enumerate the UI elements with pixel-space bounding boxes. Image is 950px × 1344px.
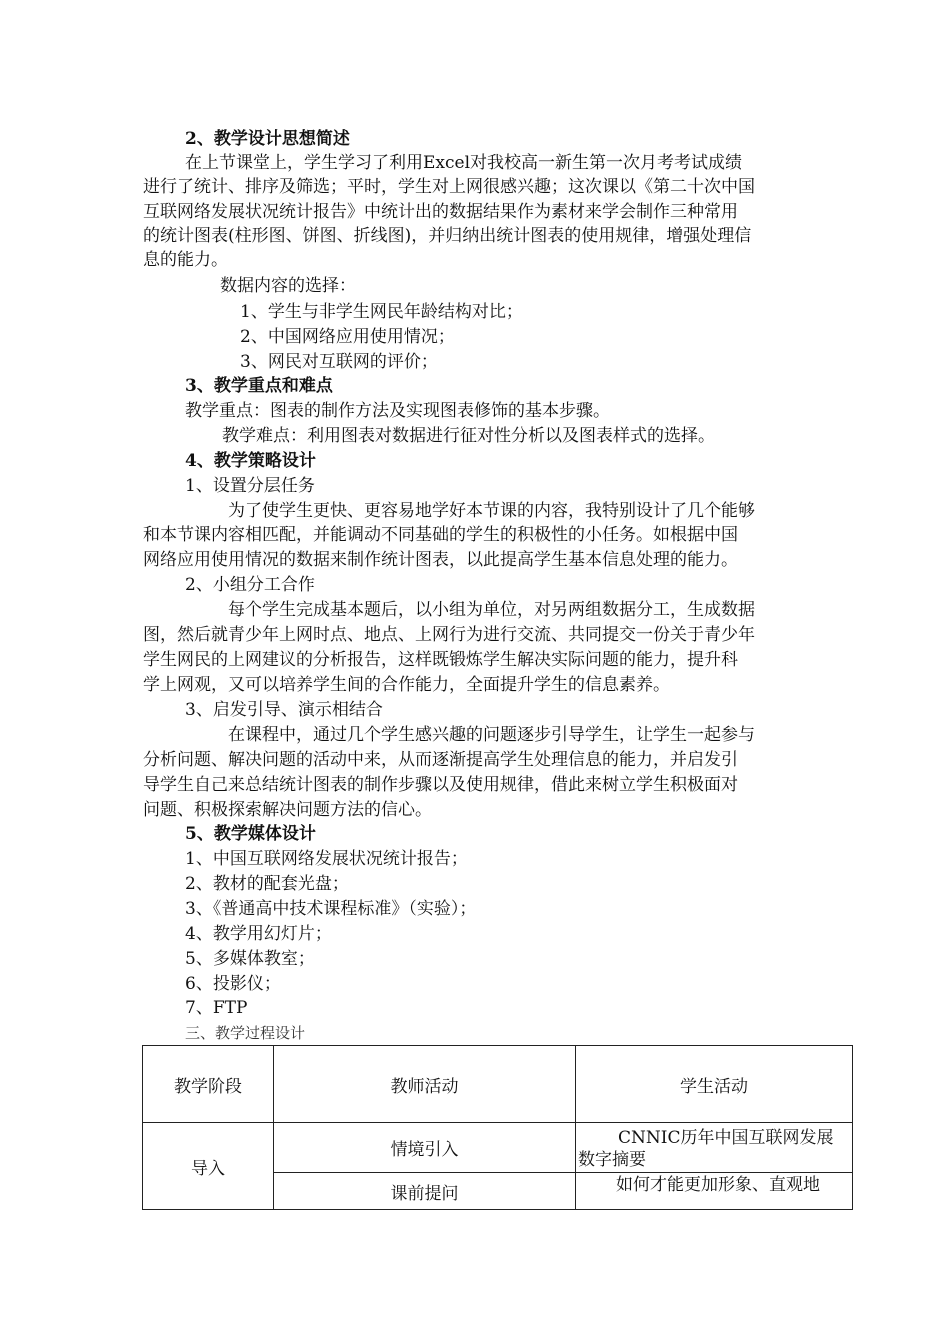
subsection-title: 2、小组分工合作: [185, 575, 315, 595]
table-student-cell: CNNIC历年中国互联网发展: [618, 1128, 834, 1148]
section2-para-line: 息的能力。: [143, 250, 228, 270]
subsection-line: 为了使学生更快、更容易地学好本节课的内容，我特别设计了几个能够: [228, 501, 755, 521]
media-item: 2、教材的配套光盘；: [185, 874, 349, 894]
table-header: 教师活动: [390, 1076, 459, 1097]
process-table: [142, 1045, 853, 1210]
media-item: 6、投影仪；: [185, 974, 281, 994]
table-header: 学生活动: [680, 1076, 748, 1097]
subsection-title: 1、设置分层任务: [185, 476, 315, 496]
subsection-line: 学上网观，又可以培养学生间的合作能力，全面提升学生的信息素养。: [143, 675, 670, 695]
section2-para-line: 进行了统计、排序及筛选；平时，学生对上网很感兴趣；这次课以《第二十次中国: [143, 177, 755, 197]
subsection-line: 分析问题、解决问题的活动中来，从而逐渐提高学生处理信息的能力，并启发引: [143, 750, 738, 770]
data-item: 2、中国网络应用使用情况；: [240, 327, 455, 347]
subsection-line: 每个学生完成基本题后，以小组为单位，对另两组数据分工，生成数据: [228, 600, 755, 620]
subsection-line: 网络应用使用情况的数据来制作统计图表，以此提高学生基本信息处理的能力。: [143, 550, 738, 570]
section4-heading: 4、教学策略设计: [185, 451, 316, 471]
subsection-line: 学生网民的上网建议的分析报告，这样既锻炼学生解决实际问题的能力，提升科: [143, 650, 738, 670]
difficulty: 教学难点：利用图表对数据进行征对性分析以及图表样式的选择。: [222, 426, 715, 446]
section2-heading: 2、教学设计思想简述: [185, 129, 350, 149]
table-student-cell: 如何才能更加形象、直观地: [616, 1175, 820, 1195]
subsection-line: 图，然后就青少年上网时点、地点、上网行为进行交流、共同提交一份关于青少年: [143, 625, 755, 645]
data-item: 3、网民对互联网的评价；: [240, 352, 438, 372]
subsection-line: 导学生自己来总结统计图表的制作步骤以及使用规律，借此来树立学生积极面对: [143, 775, 738, 795]
subsection-line: 问题、积极探索解决问题方法的信心。: [143, 800, 432, 820]
subsection-line: 在课程中，通过几个学生感兴趣的问题逐步引导学生，让学生一起参与: [228, 725, 755, 745]
table-teacher-cell: 课前提问: [390, 1183, 459, 1204]
subsection-line: 和本节课内容相匹配，并能调动不同基础的学生的积极性的小任务。如根据中国: [143, 525, 738, 545]
media-item: 3、《普通高中技术课程标准》（实验）；: [185, 899, 477, 919]
table-stage-cell: 导入: [191, 1158, 225, 1179]
section3-heading: 3、教学重点和难点: [185, 376, 333, 396]
table-teacher-cell: 情境引入: [390, 1140, 459, 1160]
media-item: 4、教学用幻灯片；: [185, 924, 332, 944]
data-choice-label: 数据内容的选择：: [220, 276, 356, 296]
media-item: 1、中国互联网络发展状况统计报告；: [185, 849, 468, 869]
key-point: 教学重点：图表的制作方法及实现图表修饰的基本步骤。: [185, 401, 610, 421]
section5-heading: 5、教学媒体设计: [185, 824, 316, 844]
media-item: 5、多媒体教室；: [185, 949, 315, 969]
section2-para-line: 在上节课堂上，学生学习了利用Excel对我校高一新生第一次月考考试成绩: [185, 153, 743, 173]
section2-para-line: 互联网络发展状况统计报告》中统计出的数据结果作为素材来学会制作三种常用: [143, 202, 738, 222]
media-item: 7、FTP: [185, 998, 248, 1018]
table-student-cell: 数字摘要: [578, 1150, 646, 1170]
part3-heading: 三、教学过程设计: [185, 1024, 306, 1042]
data-item: 1、学生与非学生网民年龄结构对比；: [240, 302, 523, 322]
subsection-title: 3、启发引导、演示相结合: [185, 700, 383, 720]
table-header: 教学阶段: [174, 1076, 242, 1097]
section2-para-line: 的统计图表(柱形图、饼图、折线图)，并归纳出统计图表的使用规律，增强处理信: [143, 226, 752, 246]
